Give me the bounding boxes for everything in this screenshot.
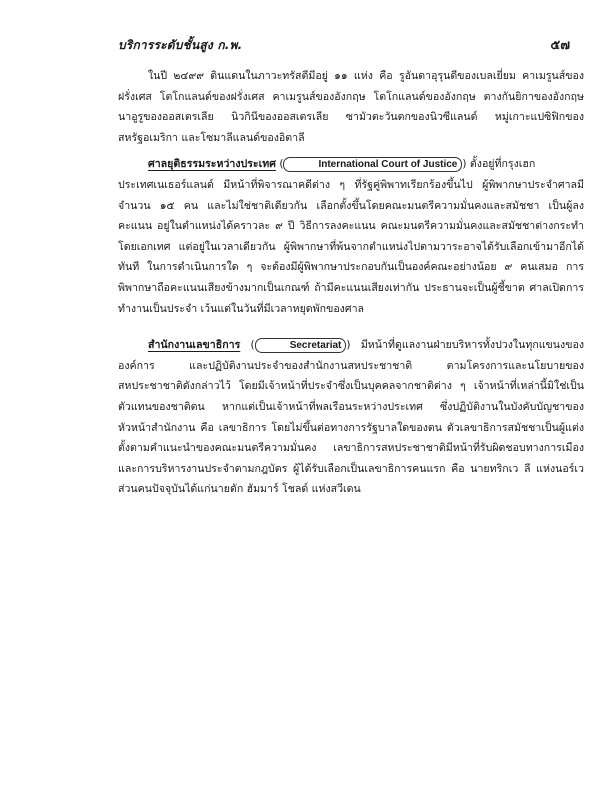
court-intro-text: ตั้งอยู่ที่กรุงเฮก xyxy=(469,158,536,171)
section-heading-secretariat: สำนักงานเลขาธิการ xyxy=(148,339,241,352)
paragraph-secretariat: สำนักงานเลขาธิการ ( Secretariat ) มีหน้าที่ดูแลงานฝ่ายบริหารทั้งปวงในทุกแขนงขององค์การ และปฏิบัติงานประจำของสำนักงานสหประชาชาติ ตามโครงการและนโยบายของสหประชาชาติดังกล่าวไว้ โดยมีเจ้าหน้าที่ประจำซึ่งเป็นบุคคลจากชาติต่าง ๆ เจ้าหน้าที่เหล่านี้มิใช่เป็นตัวแทนของชาติตน หากแต่เป็นเจ้าหน้าที่พลเรือนระหว่างประเทศ ซึ่งปฏิบัติงานในบังคับบัญชาของหัวหน้าสำนักงาน คือ เลขาธิการ โดยไม่ขึ้นต่อทางการรัฐบาลใดของตน ตัวเลขาธิการสมัชชาเป็นผู้แต่งตั้งตามคำแนะนำของคณะมนตรีความมั่นคง เลขาธิการสหประชาชาติมีหน้าที่รับผิดชอบทางการเมืองและการบริหารงานประจำตามกฎบัตร ผู้ได้รับเลือกเป็นเลขาธิการคนแรก คือ นายทริกเว ลี แห่งนอร์เว ส่วนคนปัจจุบันได้แก่นายดัก ฮัมมาร์ โชลด์ แห่งสวีเดน xyxy=(118,339,584,496)
page-number: ๕๗ xyxy=(550,38,570,53)
english-term-secretariat: Secretariat xyxy=(255,338,347,353)
paragraph-trust-territories: ในปี ๒๔๙๙ ดินแดนในภาวะทรัสตีมีอยู่ ๑๑ แห่ง คือ รูอันดาอุรุนดีของเบลเยี่ยม คาเมรูนส์ของฝรั่งเศส โตโกแลนด์ของฝรั่งเศส คาเมรูนส์ของอังกฤษ โตโกแลนด์ของอังกฤษ ตางกันยิกาของอังกฤษ นาอูรูของออสเตรเลีย นิวกินีของออสเตรเลีย ซามัวตะวันตกของนิวซีแลนด์ หมู่เกาะแปซิฟิกของสหรัฐอเมริกา และโซมาลีแลนด์ของอิตาลี xyxy=(118,70,584,144)
page-body xyxy=(118,66,584,500)
english-term-court: International Court of Justice xyxy=(283,157,462,172)
section-heading-court: ศาลยุติธรรมระหว่างประเทศ xyxy=(148,158,276,171)
secretariat-body-text: มีหน้าที่ดูแลงานฝ่ายบริหารทั้งปวงในทุกแขนงขององค์การ และปฏิบัติงานประจำของสำนักงานสหประชาชาติ ตามโครงการและนโยบายของสหประชาชาติดังกล่าวไว้ โดยมีเจ้าหน้าที่ประจำซึ่งเป็นบุคคลจากชาติต่าง ๆ เจ้าหน้าที่เหล่านี้มิใช่เป็นตัวแทนของชาติตน หากแต่เป็นเจ้าหน้าที่พลเรือนระหว่างประเทศ ซึ่งปฏิบัติงานในบังคับบัญชาของหัวหน้าสำนักงาน คือ เลขาธิการ โดยไม่ขึ้นต่อทางการรัฐบาลใดของตน ตัวเลขาธิการสมัชชาเป็นผู้แต่งตั้งตามคำแนะนำของคณะมนตรีความมั่นคง เลขาธิการสหประชาชาติมีหน้าที่รับผิดชอบทางการเมืองและการบริหารงานประจำตามกฎบัตร ผู้ได้รับเลือกเป็นเลขาธิการคนแรก คือ นายทริกเว ลี แห่งนอร์เว ส่วนคนปัจจุบันได้แก่นายดัก ฮัมมาร์ โชลด์ แห่งสวีเดน xyxy=(118,339,584,496)
running-header-title: บริการระดับชั้นสูง ก.พ. xyxy=(118,38,243,52)
spacer xyxy=(118,319,584,335)
paragraph-court-intro: ศาลยุติธรรมระหว่างประเทศ ( International Court of Justice ) ตั้งอยู่ที่กรุงเฮก xyxy=(148,158,536,171)
paragraph-court-body: ประเทศเนเธอร์แลนด์ มีหน้าที่พิจารณาคดีต่าง ๆ ที่รัฐคู่พิพาทเรียกร้องขึ้นไป ผู้พิพากษาประจำศาลมีจำนวน ๑๕ คน และไม่ใช่ชาติเดียวกัน เลือกตั้งขึ้นโดยคณะมนตรีความมั่นคงและสมัชชา เป็นผู้ลงคะแนน อยู่ในตำแหน่งได้คราวละ ๙ ปี วิธีการลงคะแนน คณะมนตรีความมั่นคงและสมัชชาต่างกระทำโดยเอกเทศ แต่อยู่ในเวลาเดียวกัน ผู้พิพากษาที่พ้นจากตำแหน่งไปตามวาระอาจได้รับเลือกเข้ามาอีกได้ทันที ในการดำเนินการใด ๆ จะต้องมีผู้พิพากษาประกอบกันเป็นองค์คณะอย่างน้อย ๙ คนเสมอ การพิพากษาถือคะแนนเสียงข้างมากเป็นเกณฑ์ ถ้ามีคะแนนเสียงเท่ากัน ประธานจะเป็นผู้ชี้ขาด ศาลเปิดการทำงานเป็นประจำ เว้นแต่ในวันที่มีเวลาหยุดพักของศาล xyxy=(118,178,584,315)
